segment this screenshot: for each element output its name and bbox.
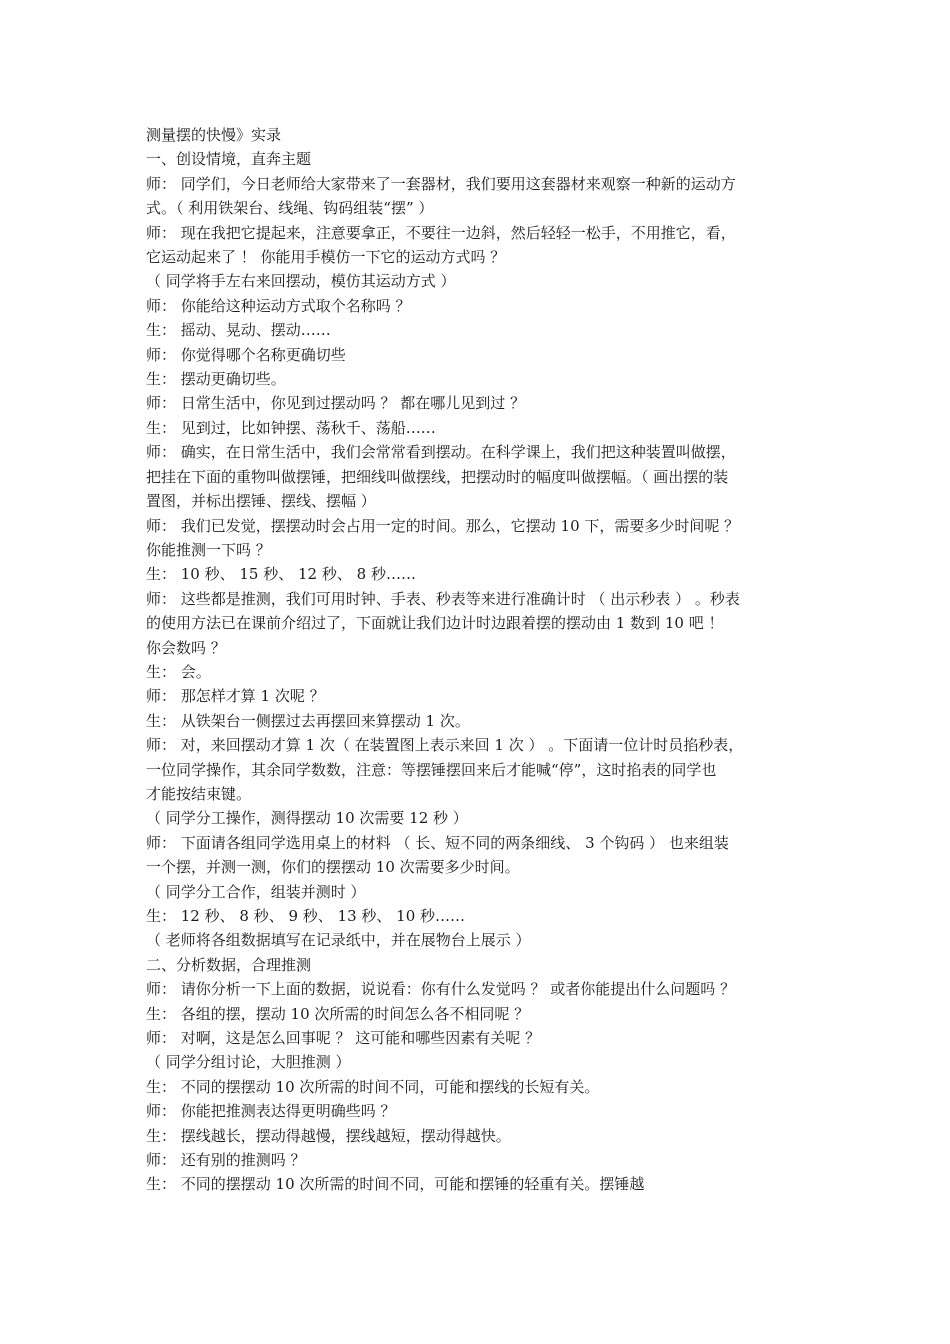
text-line: 生： 摇动、晃动、摆动…… — [146, 321, 331, 340]
text-line: 它运动起来了 ！ 你能用手模仿一下它的运动方式吗 ？ — [146, 248, 506, 267]
text-line: 生： 不同的摆摆动 10 次所需的时间不同，可能和摆锤的轻重有关。摆锤越 — [146, 1175, 645, 1194]
text-line: （ 同学分工操作，测得摆动 10 次需要 12 秒 ） — [146, 809, 468, 828]
section-heading-2: 二、分析数据，合理推测 — [146, 955, 312, 974]
text-line: 师： 请你分析一下上面的数据，说说看：你有什么发觉吗 ？ 或者你能提出什么问题吗 ？ — [146, 980, 736, 999]
text-line: 式。（ 利用铁架台、线绳、钩码组装“摆” ） — [146, 199, 434, 218]
section-heading-1: 一、创设情境，直奔主题 — [146, 150, 312, 169]
text-line: 你会数吗 ？ — [146, 638, 226, 657]
text-line: 师： 还有别的推测吗 ？ — [146, 1151, 306, 1170]
text-line: 师： 对啊，这是怎么回事呢 ？ 这可能和哪些因素有关呢 ？ — [146, 1029, 541, 1048]
doc-title: 测量摆的快慢》实录 — [146, 126, 282, 144]
text-line: 生： 12 秒、 8 秒、 9 秒、 13 秒、 10 秒…… — [146, 907, 466, 925]
document-body — [146, 123, 814, 1197]
text-line: 生： 从铁架台一侧摆过去再摆回来算摆动 1 次。 — [146, 711, 470, 730]
text-line: 师： 你能把推测表达得更明确些吗 ？ — [146, 1102, 396, 1121]
text-line: 生： 摆线越长，摆动得越慢，摆线越短，摆动得越快。 — [146, 1126, 511, 1145]
text-line: 的使用方法已在课前介绍过了，下面就让我们边计时边跟着摆的摆动由 1 数到 10 吧 ！ — [146, 614, 724, 633]
text-line: 生： 见到过，比如钟摆、荡秋千、荡船…… — [146, 418, 436, 437]
text-line: 置图，并标出摆锤、摆线、摆幅 ） — [146, 492, 376, 511]
text-line: （ 同学分工合作，组装并测时 ） — [146, 882, 366, 901]
text-line: 师： 你能给这种运动方式取个名称吗 ？ — [146, 296, 411, 315]
text-line: 师： 同学们，今日老师给大家带来了一套器材，我们要用这套器材来观察一种新的运动方 — [146, 174, 736, 193]
text-line: 师： 现在我把它提起来，注意要拿正，不要往一边斜，然后轻轻一松手，不用推它，看， — [146, 223, 736, 242]
text-line: 师： 对，来回摆动才算 1 次（ 在装置图上表示来回 1 次 ） 。下面请一位计时员掐秒表， — [146, 736, 744, 755]
text-line: （ 同学将手左右来回摆动，模仿其运动方式 ） — [146, 272, 456, 291]
text-line: 师： 下面请各组同学选用桌上的材料 （ 长、短不同的两条细线、 3 个钩码 ） 也来组装 — [146, 833, 729, 852]
text-line: 生： 10 秒、 15 秒、 12 秒、 8 秒…… — [146, 565, 416, 584]
text-line: （ 同学分组讨论，大胆推测 ） — [146, 1053, 351, 1072]
text-line: 师： 日常生活中，你见到过摆动吗 ？ 都在哪儿见到过 ？ — [146, 394, 526, 413]
text-line: 生： 会。 — [146, 662, 211, 681]
text-line: 一位同学操作，其余同学数数，注意：等摆锤摆回来后才能喊“停”，这时掐表的同学也 — [146, 760, 717, 779]
text-line: 师： 你觉得哪个名称更确切些 — [146, 345, 346, 364]
text-line: 师： 这些都是推测，我们可用时钟、手表、秒表等来进行准确计时 （ 出示秒表 ） 。秒表 — [146, 589, 740, 608]
text-line: 生： 不同的摆摆动 10 次所需的时间不同，可能和摆线的长短有关。 — [146, 1077, 600, 1096]
text-line: 师： 那怎样才算 1 次呢 ？ — [146, 687, 325, 706]
text-line: 师： 我们已发觉，摆摆动时会占用一定的时间。那么，它摆动 10 下，需要多少时间呢 ？ — [146, 516, 740, 535]
text-line: （ 老师将各组数据填写在记录纸中，并在展物台上展示 ） — [146, 931, 531, 950]
text-line: 把挂在下面的重物叫做摆锤，把细线叫做摆线，把摆动时的幅度叫做摆幅。（ 画出摆的装 — [146, 467, 729, 486]
text-line: 你能推测一下吗 ？ — [146, 540, 271, 559]
text-line: 师： 确实，在日常生活中，我们会常常看到摆动。在科学课上，我们把这种装置叫做摆， — [146, 443, 736, 462]
text-line: 一个摆，并测一测，你们的摆摆动 10 次需要多少时间。 — [146, 858, 520, 877]
text-line: 生： 摆动更确切些。 — [146, 370, 286, 389]
text-line: 生： 各组的摆，摆动 10 次所需的时间怎么各不相同呢 ？ — [146, 1004, 530, 1023]
text-line: 才能按结束键。 — [146, 784, 252, 803]
